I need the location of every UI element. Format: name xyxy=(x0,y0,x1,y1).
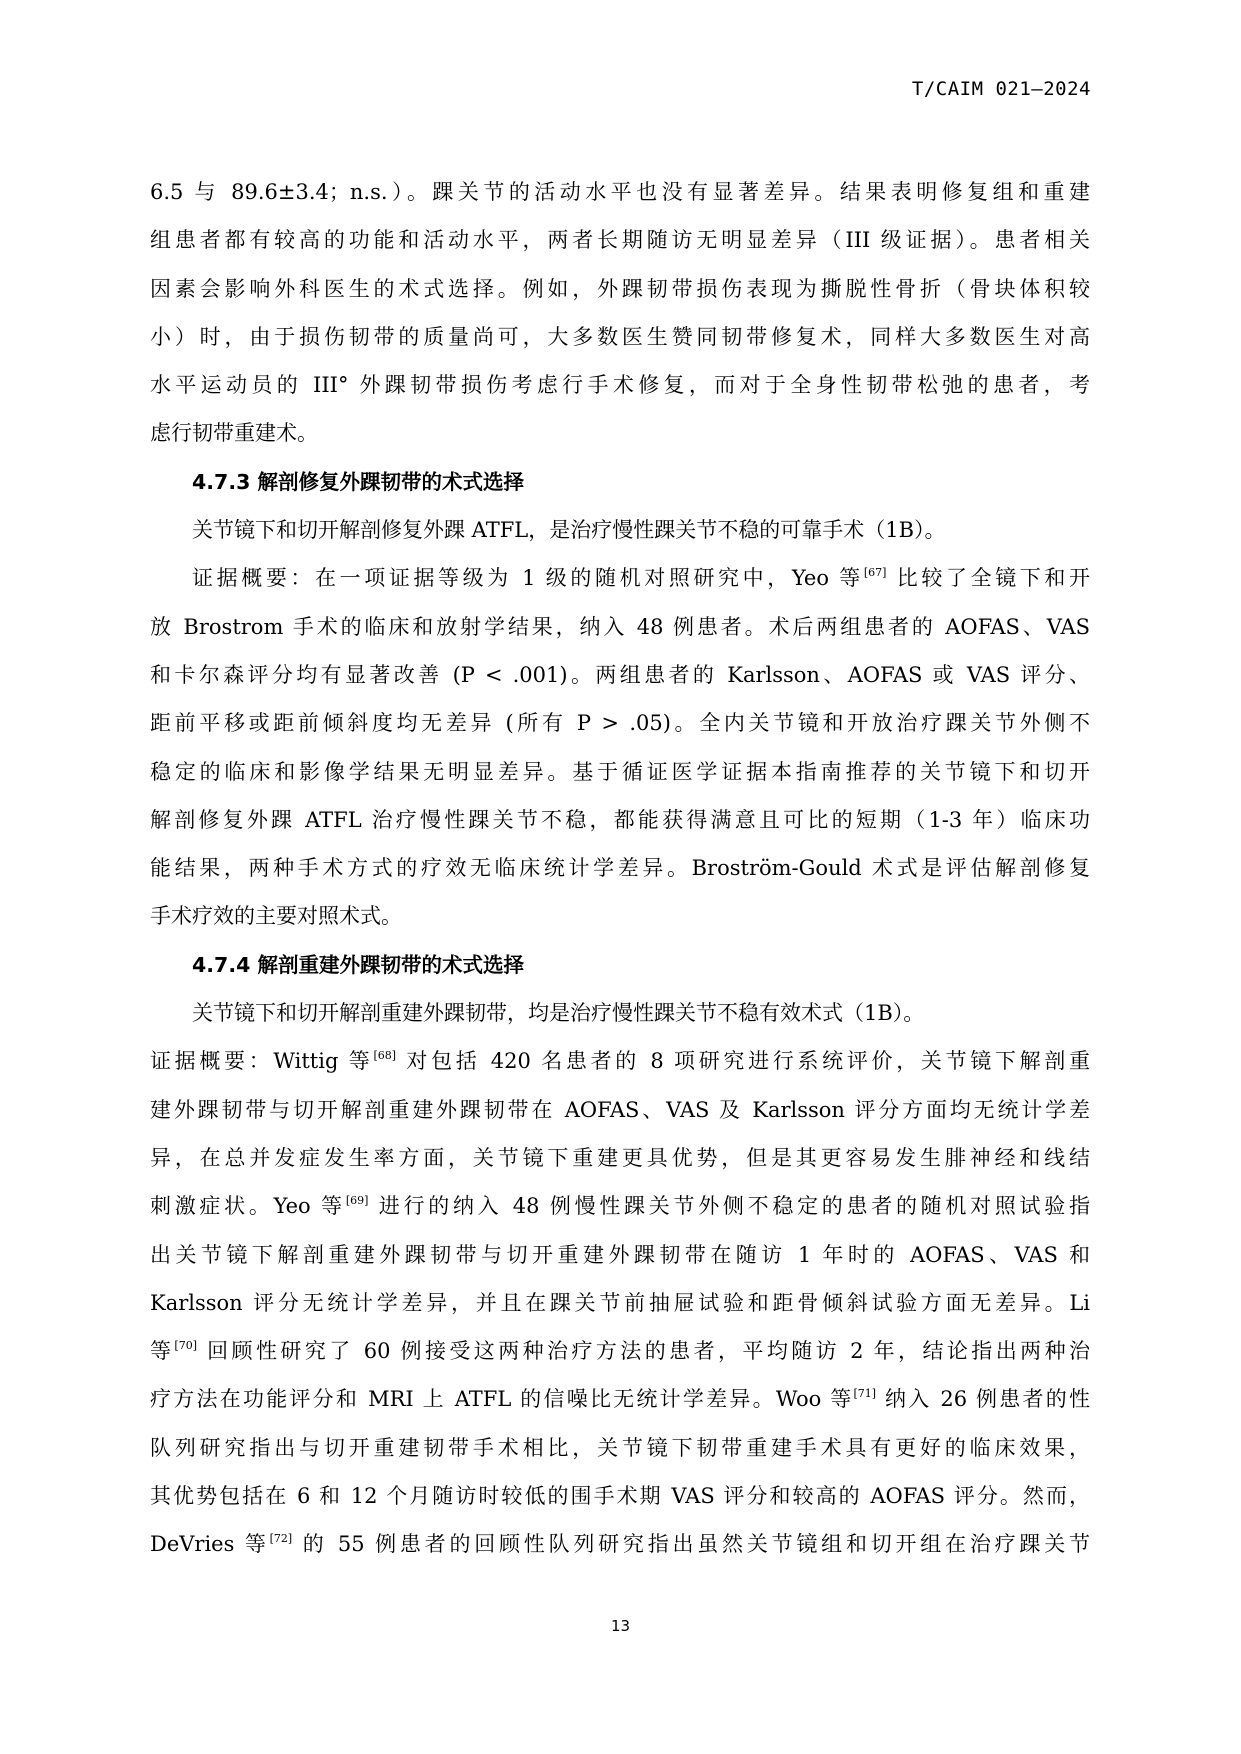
page-body xyxy=(150,168,1090,1569)
text-span: DeVries 等 xyxy=(150,1532,270,1557)
text-line: 因素会影响外科医生的术式选择。例如，外踝韧带损伤表现为撕脱性骨折（骨块体积较 xyxy=(150,276,1090,301)
evidence-summary-line xyxy=(150,554,1090,602)
text-line: 解剖修复外踝 ATFL 治疗慢性踝关节不稳，都能获得满意且可比的短期（1-3 年）临床功 xyxy=(150,807,1090,832)
section-heading-4-7-4: 4.7.4 解剖重建外踝韧带的术式选择 xyxy=(192,952,525,977)
text-span: 对包括 420 名患者的 8 项研究进行系统评价，关节镜下解剖重 xyxy=(396,1049,1090,1074)
text-line xyxy=(150,1327,1090,1375)
text-span: 等 xyxy=(150,1339,175,1364)
text-line: 出关节镜下解剖重建外踝韧带与切开重建外踝韧带在随访 1 年时的 AOFAS、VAS 和 xyxy=(150,1242,1090,1267)
citation-ref-72: [72] xyxy=(269,1532,293,1546)
text-line: 6.5 与 89.6±3.4；n.s.）。踝关节的活动水平也没有显著差异。结果表明修复组和重建 xyxy=(150,180,1090,204)
evidence-summary-line xyxy=(150,1037,1090,1085)
citation-ref-67: [67] xyxy=(863,566,887,580)
text-line: 虑行韧带重建术。 xyxy=(150,421,318,446)
text-span: 刺激症状。Yeo 等 xyxy=(150,1194,346,1219)
text-line: 放 Brostrom 手术的临床和放射学结果，纳入 48 例患者。术后两组患者的 AOFAS、VAS xyxy=(150,614,1090,639)
recommendation-4-7-4: 关节镜下和切开解剖重建外踝韧带，均是治疗慢性踝关节不稳有效术式（1B）。 xyxy=(192,1001,925,1026)
text-line: 队列研究指出与切开重建韧带手术相比，关节镜下韧带重建手术具有更好的临床效果， xyxy=(150,1435,1090,1460)
text-span: 的 55 例患者的回顾性队列研究指出虽然关节镜组和切开组在治疗踝关节 xyxy=(292,1532,1090,1557)
text-line: 建外踝韧带与切开解剖重建外踝韧带在 AOFAS、VAS 及 Karlsson 评分方面均无统计学差 xyxy=(150,1097,1090,1122)
text-line xyxy=(150,1375,1090,1423)
section-heading-4-7-3: 4.7.3 解剖修复外踝韧带的术式选择 xyxy=(192,469,525,494)
document-code-header: T/CAIM 021—2024 xyxy=(911,78,1091,100)
text-line: 和卡尔森评分均有显著改善 (P < .001)。两组患者的 Karlsson、AOFAS 或 VAS 评分、 xyxy=(150,662,1090,687)
text-span: 证据概要：Wittig 等 xyxy=(150,1049,374,1074)
citation-ref-71: [71] xyxy=(853,1387,877,1401)
text-line: 水平运动员的 III° 外踝韧带损伤考虑行手术修复，而对于全身性韧带松弛的患者，考 xyxy=(150,373,1090,398)
text-span: 疗方法在功能评分和 MRI 上 ATFL 的信噪比无统计学差异。Woo 等 xyxy=(150,1387,854,1412)
text-line: Karlsson 评分无统计学差异，并且在踝关节前抽屉试验和距骨倾斜试验方面无差异。Li xyxy=(150,1290,1090,1315)
text-line: 组患者都有较高的功能和活动水平，两者长期随访无明显差异（III 级证据）。患者相关 xyxy=(150,228,1090,253)
page-number: 13 xyxy=(610,1617,631,1635)
recommendation-4-7-3: 关节镜下和切开解剖修复外踝 ATFL，是治疗慢性踝关节不稳的可靠手术（1B）。 xyxy=(192,518,946,543)
text-span: 比较了全镜下和开 xyxy=(886,566,1090,591)
text-span: 进行的纳入 48 例慢性踝关节外侧不稳定的患者的随机对照试验指 xyxy=(368,1194,1090,1219)
text-line: 异，在总并发症发生率方面，关节镜下重建更具优势，但是其更容易发生腓神经和线结 xyxy=(150,1145,1090,1170)
text-line: 手术疗效的主要对照术式。 xyxy=(150,904,402,929)
citation-ref-70: [70] xyxy=(174,1339,198,1353)
text-line: 其优势包括在 6 和 12 个月随访时较低的围手术期 VAS 评分和较高的 AOFAS 评分。然而， xyxy=(150,1484,1090,1509)
paragraph-continued xyxy=(150,168,1090,458)
citation-ref-68: [68] xyxy=(373,1049,397,1063)
text-line: 小）时，由于损伤韧带的质量尚可，大多数医生赞同韧带修复术，同样大多数医生对高 xyxy=(150,324,1090,349)
text-line xyxy=(150,1182,1090,1230)
text-span: 回顾性研究了 60 例接受这两种治疗方法的患者，平均随访 2 年，结论指出两种治 xyxy=(197,1339,1090,1364)
text-line: 距前平移或距前倾斜度均无差异 (所有 P > .05)。全内关节镜和开放治疗踝关节外侧不 xyxy=(150,711,1090,736)
text-line: 能结果，两种手术方式的疗效无临床统计学差异。Broström-Gould 术式是评估解剖修复 xyxy=(150,856,1090,881)
text-line: 稳定的临床和影像学结果无明显差异。基于循证医学证据本指南推荐的关节镜下和切开 xyxy=(150,759,1090,784)
text-line xyxy=(150,1520,1090,1568)
text-span: 纳入 26 例患者的性 xyxy=(876,1387,1090,1412)
text-span: 证据概要：在一项证据等级为 1 级的随机对照研究中，Yeo 等 xyxy=(192,566,864,591)
citation-ref-69: [69] xyxy=(345,1194,369,1208)
